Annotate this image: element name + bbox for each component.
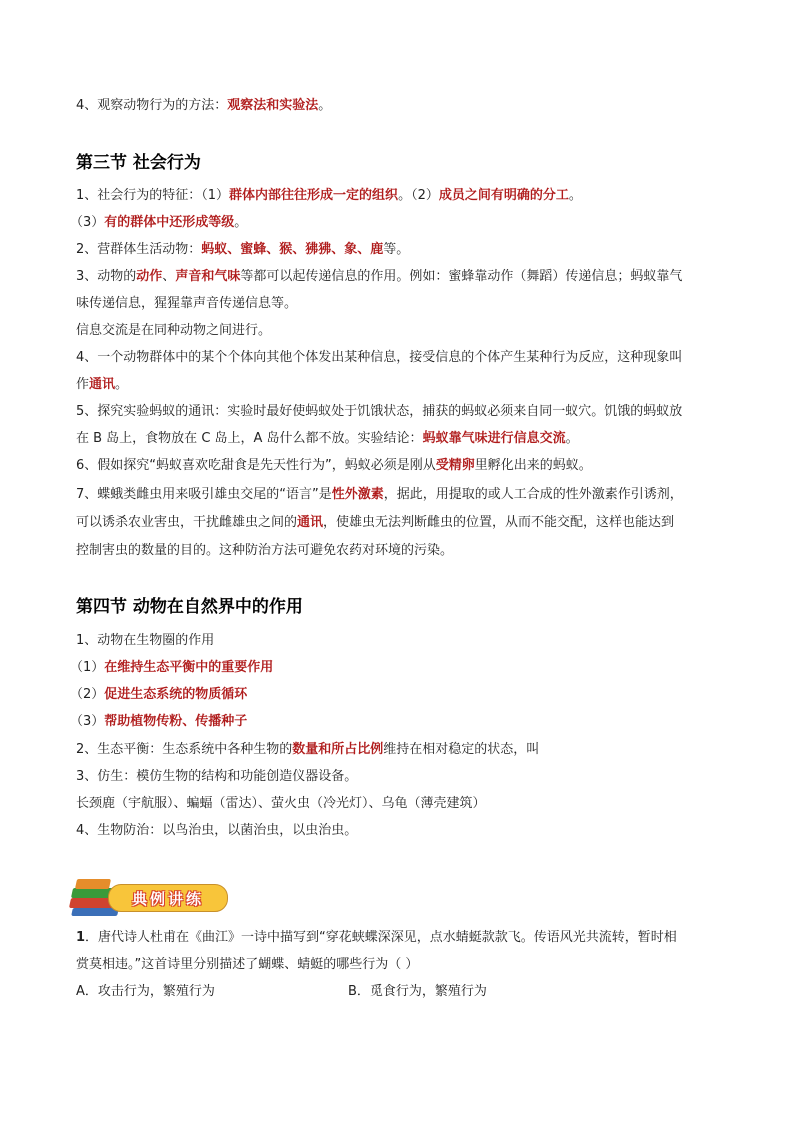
s4-item-1-c: （3）帮助植物传粉、传播种子 <box>70 714 248 729</box>
s3-item-7-cont2: 控制害虫的数量的目的。这种防治方法可避免农药对环境的污染。 <box>76 543 454 558</box>
s4-item-1-b: （2）促进生态系统的物质循环 <box>70 687 248 702</box>
s3-item-3-cont: 味传递信息，猩猩靠声音传递信息等。 <box>76 296 298 311</box>
s3-item-6: 6、假如探究“蚂蚁喜欢吃甜食是先天性行为”，蚂蚁必须是刚从受精卵里孵化出来的蚂蚁。 <box>76 458 592 473</box>
s3-item-7-cont: 可以诱杀农业害虫，干扰雌雄虫之间的通讯，使雄虫无法判断雌虫的位置，从而不能交配，这样也能达到 <box>76 515 675 530</box>
s4-item-4: 4、生物防治：以鸟治虫，以菌治虫，以虫治虫。 <box>76 823 358 838</box>
section-4-title: 第四节 动物在自然界中的作用 <box>76 597 303 617</box>
s4-item-1-a: （1）在维持生态平衡中的重要作用 <box>70 660 274 675</box>
badge-label: 典例讲练 <box>131 890 204 908</box>
question-1: 1．唐代诗人杜甫在《曲江》一诗中描写到“穿花蛱蝶深深见，点水蜻蜓款款飞。传语风光共流转，暂时相 <box>76 930 677 945</box>
section-3-title: 第三节 社会行为 <box>76 153 201 173</box>
s3-item-2: 2、营群体生活动物：蚂蚁、蜜蜂、猴、狒狒、象、鹿等。 <box>76 242 410 257</box>
s4-item-1: 1、动物在生物圈的作用 <box>76 633 215 648</box>
s3-item-1-cont: （3）有的群体中还形成等级。 <box>70 215 248 230</box>
s3-note: 信息交流是在同种动物之间进行。 <box>76 323 272 338</box>
book-stack-icon <box>71 908 119 916</box>
s3-item-3: 3、动物的动作、声音和气味等都可以起传递信息的作用。例如：蜜蜂靠动作（舞蹈）传递信息；蚂蚁靠气 <box>76 269 683 284</box>
examples-badge <box>68 874 230 918</box>
s3-item-5: 5、探究实验蚂蚁的通讯：实验时最好使蚂蚁处于饥饿状态，捕获的蚂蚁必须来自同一蚁穴。饥饿的蚂蚁放 <box>76 404 683 419</box>
s3-item-7: 7、蝶蛾类雌虫用来吸引雄虫交尾的“语言”是性外激素，据此，用提取的或人工合成的性外激素作引诱剂， <box>76 487 683 502</box>
s3-item-1: 1、社会行为的特征：（1）群体内部往往形成一定的组织。（2）成员之间有明确的分工。 <box>76 188 582 203</box>
s4-item-3: 3、仿生：模仿生物的结构和功能创造仪器设备。 <box>76 769 358 784</box>
s4-item-2: 2、生态平衡：生态系统中各种生物的数量和所占比例维持在相对稳定的状态，叫 <box>76 742 540 757</box>
s3-item-4-cont: 作通讯。 <box>76 377 129 392</box>
line-observation-method: 4、观察动物行为的方法：观察法和实验法。 <box>76 98 332 113</box>
s4-item-3-examples: 长颈鹿（宇航服）、蝙蝠（雷达）、萤火虫（冷光灯）、乌龟（薄壳建筑） <box>76 796 486 811</box>
option-b: B．觅食行为，繁殖行为 <box>348 984 487 999</box>
s3-item-5-cont: 在 B 岛上，食物放在 C 岛上，A 岛什么都不放。实验结论：蚂蚁靠气味进行信息交流。 <box>76 431 579 446</box>
question-1-cont: 赏莫相违。”这首诗里分别描述了蝴蝶、蜻蜓的哪些行为（ ） <box>76 957 419 972</box>
s3-item-4: 4、一个动物群体中的某个个体向其他个体发出某种信息，接受信息的个体产生某种行为反应，这种现象叫 <box>76 350 683 365</box>
option-a: A．攻击行为，繁殖行为 <box>76 984 215 999</box>
